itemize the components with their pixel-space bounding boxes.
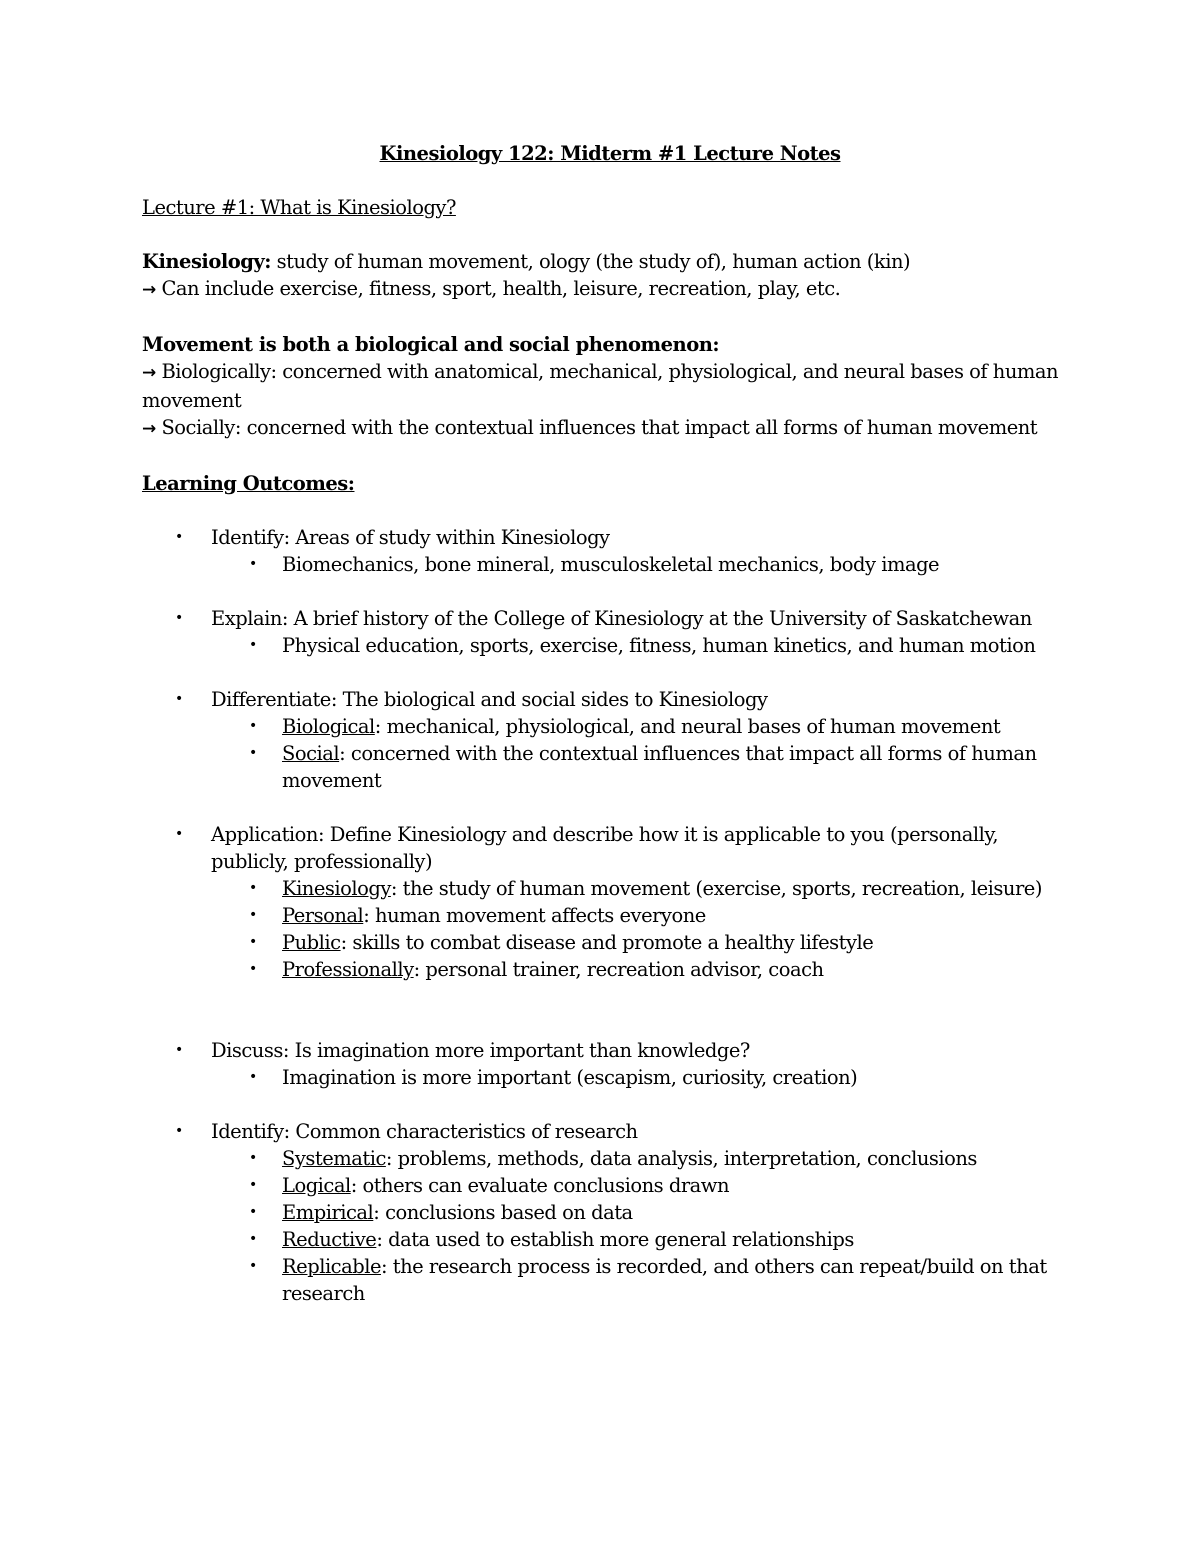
sub-item-term: Professionally bbox=[282, 958, 414, 981]
sub-item-term: Kinesiology bbox=[282, 877, 391, 900]
bullet-icon: • bbox=[249, 1258, 257, 1274]
outcome-item bbox=[142, 1118, 1062, 1307]
document-title: Kinesiology 122: Midterm #1 Lecture Notes bbox=[379, 142, 841, 165]
bullet-icon: • bbox=[249, 961, 257, 977]
sub-item-text: : concerned with the contextual influences that impact all forms of human movement bbox=[282, 742, 1037, 792]
sub-item bbox=[211, 929, 1062, 956]
sub-item-text: : conclusions based on data bbox=[373, 1201, 633, 1224]
movement-social-text: Socially: concerned with the contextual influences that impact all forms of human movement bbox=[155, 416, 1038, 439]
bullet-icon: • bbox=[175, 826, 183, 842]
outcome-text: Differentiate: The biological and social sides to Kinesiology bbox=[211, 688, 768, 711]
outcome-item bbox=[142, 524, 1062, 578]
sub-item bbox=[211, 551, 1062, 578]
bullet-icon: • bbox=[249, 745, 257, 761]
outcome-item bbox=[142, 686, 1062, 794]
bullet-icon: • bbox=[249, 934, 257, 950]
outcome-item bbox=[142, 1037, 1062, 1091]
outcome-text: Application: Define Kinesiology and describe how it is applicable to you (personally, publicly, professionally) bbox=[211, 823, 999, 873]
kinesiology-definition bbox=[142, 248, 1062, 275]
outcome-text: Discuss: Is imagination more important than knowledge? bbox=[211, 1039, 750, 1062]
bullet-icon: • bbox=[175, 610, 183, 626]
sub-item bbox=[211, 1226, 1062, 1253]
sub-item bbox=[211, 740, 1062, 794]
arrow-icon: → bbox=[142, 280, 156, 300]
arrow-icon: → bbox=[142, 419, 156, 439]
bullet-icon: • bbox=[175, 1042, 183, 1058]
sub-item-text: : others can evaluate conclusions drawn bbox=[350, 1174, 730, 1197]
sub-item bbox=[211, 632, 1062, 659]
sub-item-term: Social bbox=[282, 742, 340, 765]
outcome-sublist bbox=[211, 713, 1062, 794]
sub-item-term: Personal bbox=[282, 904, 364, 927]
definition-text: study of human movement, ology (the study of), human action (kin) bbox=[270, 250, 911, 273]
sub-item bbox=[211, 875, 1062, 902]
bullet-icon: • bbox=[249, 880, 257, 896]
arrow-icon: → bbox=[142, 363, 156, 383]
sub-item bbox=[211, 713, 1062, 740]
lecture-heading: Lecture #1: What is Kinesiology? bbox=[142, 196, 456, 219]
bullet-icon: • bbox=[175, 529, 183, 545]
sub-item bbox=[211, 1172, 1062, 1199]
definition-arrow-line bbox=[142, 275, 1062, 304]
document-page bbox=[142, 140, 1062, 1334]
sub-item-text: : data used to establish more general relationships bbox=[376, 1228, 854, 1251]
sub-item-text: : mechanical, physiological, and neural bases of human movement bbox=[374, 715, 1001, 738]
sub-item-text: : human movement affects everyone bbox=[363, 904, 706, 927]
bullet-icon: • bbox=[249, 1069, 257, 1085]
movement-biological bbox=[142, 358, 1062, 414]
definition-term: Kinesiology: bbox=[142, 250, 271, 273]
sub-item bbox=[211, 902, 1062, 929]
sub-item-term: Systematic bbox=[282, 1147, 386, 1170]
outcome-sublist bbox=[211, 875, 1062, 983]
bullet-icon: • bbox=[249, 1177, 257, 1193]
bullet-icon: • bbox=[175, 1123, 183, 1139]
sub-item-text: Physical education, sports, exercise, fitness, human kinetics, and human motion bbox=[282, 634, 1036, 657]
sub-item-term: Logical bbox=[282, 1174, 351, 1197]
sub-item bbox=[211, 1145, 1062, 1172]
sub-item-text: : skills to combat disease and promote a healthy lifestyle bbox=[340, 931, 874, 954]
outcome-item bbox=[142, 605, 1062, 659]
sub-item-term: Biological bbox=[282, 715, 375, 738]
definition-arrow-text: Can include exercise, fitness, sport, health, leisure, recreation, play, etc. bbox=[155, 277, 841, 300]
sub-item-term: Reductive bbox=[282, 1228, 377, 1251]
bullet-icon: • bbox=[249, 907, 257, 923]
movement-heading: Movement is both a biological and social phenomenon: bbox=[142, 333, 720, 356]
sub-item-text: : the study of human movement (exercise, sports, recreation, leisure) bbox=[390, 877, 1042, 900]
bullet-icon: • bbox=[175, 691, 183, 707]
bullet-icon: • bbox=[249, 1204, 257, 1220]
outcome-text: Explain: A brief history of the College of Kinesiology at the University of Saskatchewan bbox=[211, 607, 1032, 630]
outcome-sublist bbox=[211, 632, 1062, 659]
outcome-sublist bbox=[211, 551, 1062, 578]
bullet-icon: • bbox=[249, 718, 257, 734]
movement-social bbox=[142, 414, 1062, 443]
outcome-text: Identify: Common characteristics of research bbox=[211, 1120, 638, 1143]
learning-outcomes-heading: Learning Outcomes: bbox=[142, 472, 355, 495]
bullet-icon: • bbox=[249, 1150, 257, 1166]
sub-item-text: : personal trainer, recreation advisor, coach bbox=[413, 958, 824, 981]
sub-item-text: Imagination is more important (escapism, curiosity, creation) bbox=[282, 1066, 858, 1089]
sub-item bbox=[211, 956, 1062, 983]
outcome-sublist bbox=[211, 1064, 1062, 1091]
bullet-icon: • bbox=[249, 556, 257, 572]
sub-item bbox=[211, 1199, 1062, 1226]
sub-item bbox=[211, 1253, 1062, 1307]
outcome-item bbox=[142, 821, 1062, 983]
movement-biological-text: Biologically: concerned with anatomical, mechanical, physiological, and neural bases of human movement bbox=[142, 360, 1059, 412]
sub-item-term: Replicable bbox=[282, 1255, 381, 1278]
outcome-text: Identify: Areas of study within Kinesiology bbox=[211, 526, 610, 549]
sub-item-term: Public bbox=[282, 931, 341, 954]
learning-outcomes-list bbox=[142, 524, 1062, 1307]
bullet-icon: • bbox=[249, 637, 257, 653]
sub-item-text: : problems, methods, data analysis, interpretation, conclusions bbox=[385, 1147, 977, 1170]
bullet-icon: • bbox=[249, 1231, 257, 1247]
sub-item-text: : the research process is recorded, and others can repeat/build on that research bbox=[282, 1255, 1047, 1305]
sub-item bbox=[211, 1064, 1062, 1091]
sub-item-text: Biomechanics, bone mineral, musculoskeletal mechanics, body image bbox=[282, 553, 940, 576]
outcome-sublist bbox=[211, 1145, 1062, 1307]
sub-item-term: Empirical bbox=[282, 1201, 374, 1224]
